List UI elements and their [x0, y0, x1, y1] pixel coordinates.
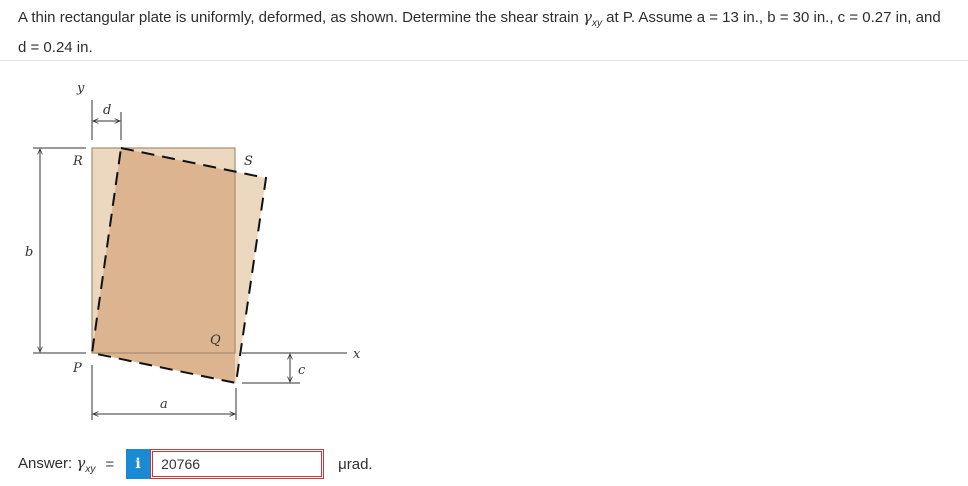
label-c: c: [298, 363, 306, 378]
label-a: a: [160, 397, 168, 412]
gamma-subscript: xy: [591, 18, 602, 29]
gamma-symbol: γ: [583, 8, 592, 26]
answer-label: [18, 454, 95, 475]
label-S: S: [244, 154, 253, 169]
problem-text-after: at P. Assume a = 13 in., b = 30 in., c = 0.27 in, and d = 0.24 in.: [18, 9, 941, 56]
equals-sign: =: [105, 455, 115, 473]
problem-text-before: A thin rectangular plate is uniformly, deformed, as shown. Determine the shear strain: [18, 9, 583, 26]
answer-input[interactable]: [150, 449, 324, 479]
label-x: x: [353, 347, 361, 362]
answer-gamma-subscript: xy: [85, 463, 96, 475]
info-icon[interactable]: i: [126, 449, 150, 479]
answer-gamma: γ: [76, 453, 86, 472]
answer-label-text: Answer:: [18, 454, 73, 472]
label-b: b: [25, 245, 34, 260]
label-P: P: [73, 361, 82, 376]
label-R: R: [73, 154, 83, 169]
label-d: d: [103, 103, 112, 118]
answer-row: [18, 449, 373, 479]
label-Q: Q: [210, 333, 221, 348]
label-y: y: [77, 81, 85, 96]
unit-label: μrad.: [338, 455, 373, 473]
